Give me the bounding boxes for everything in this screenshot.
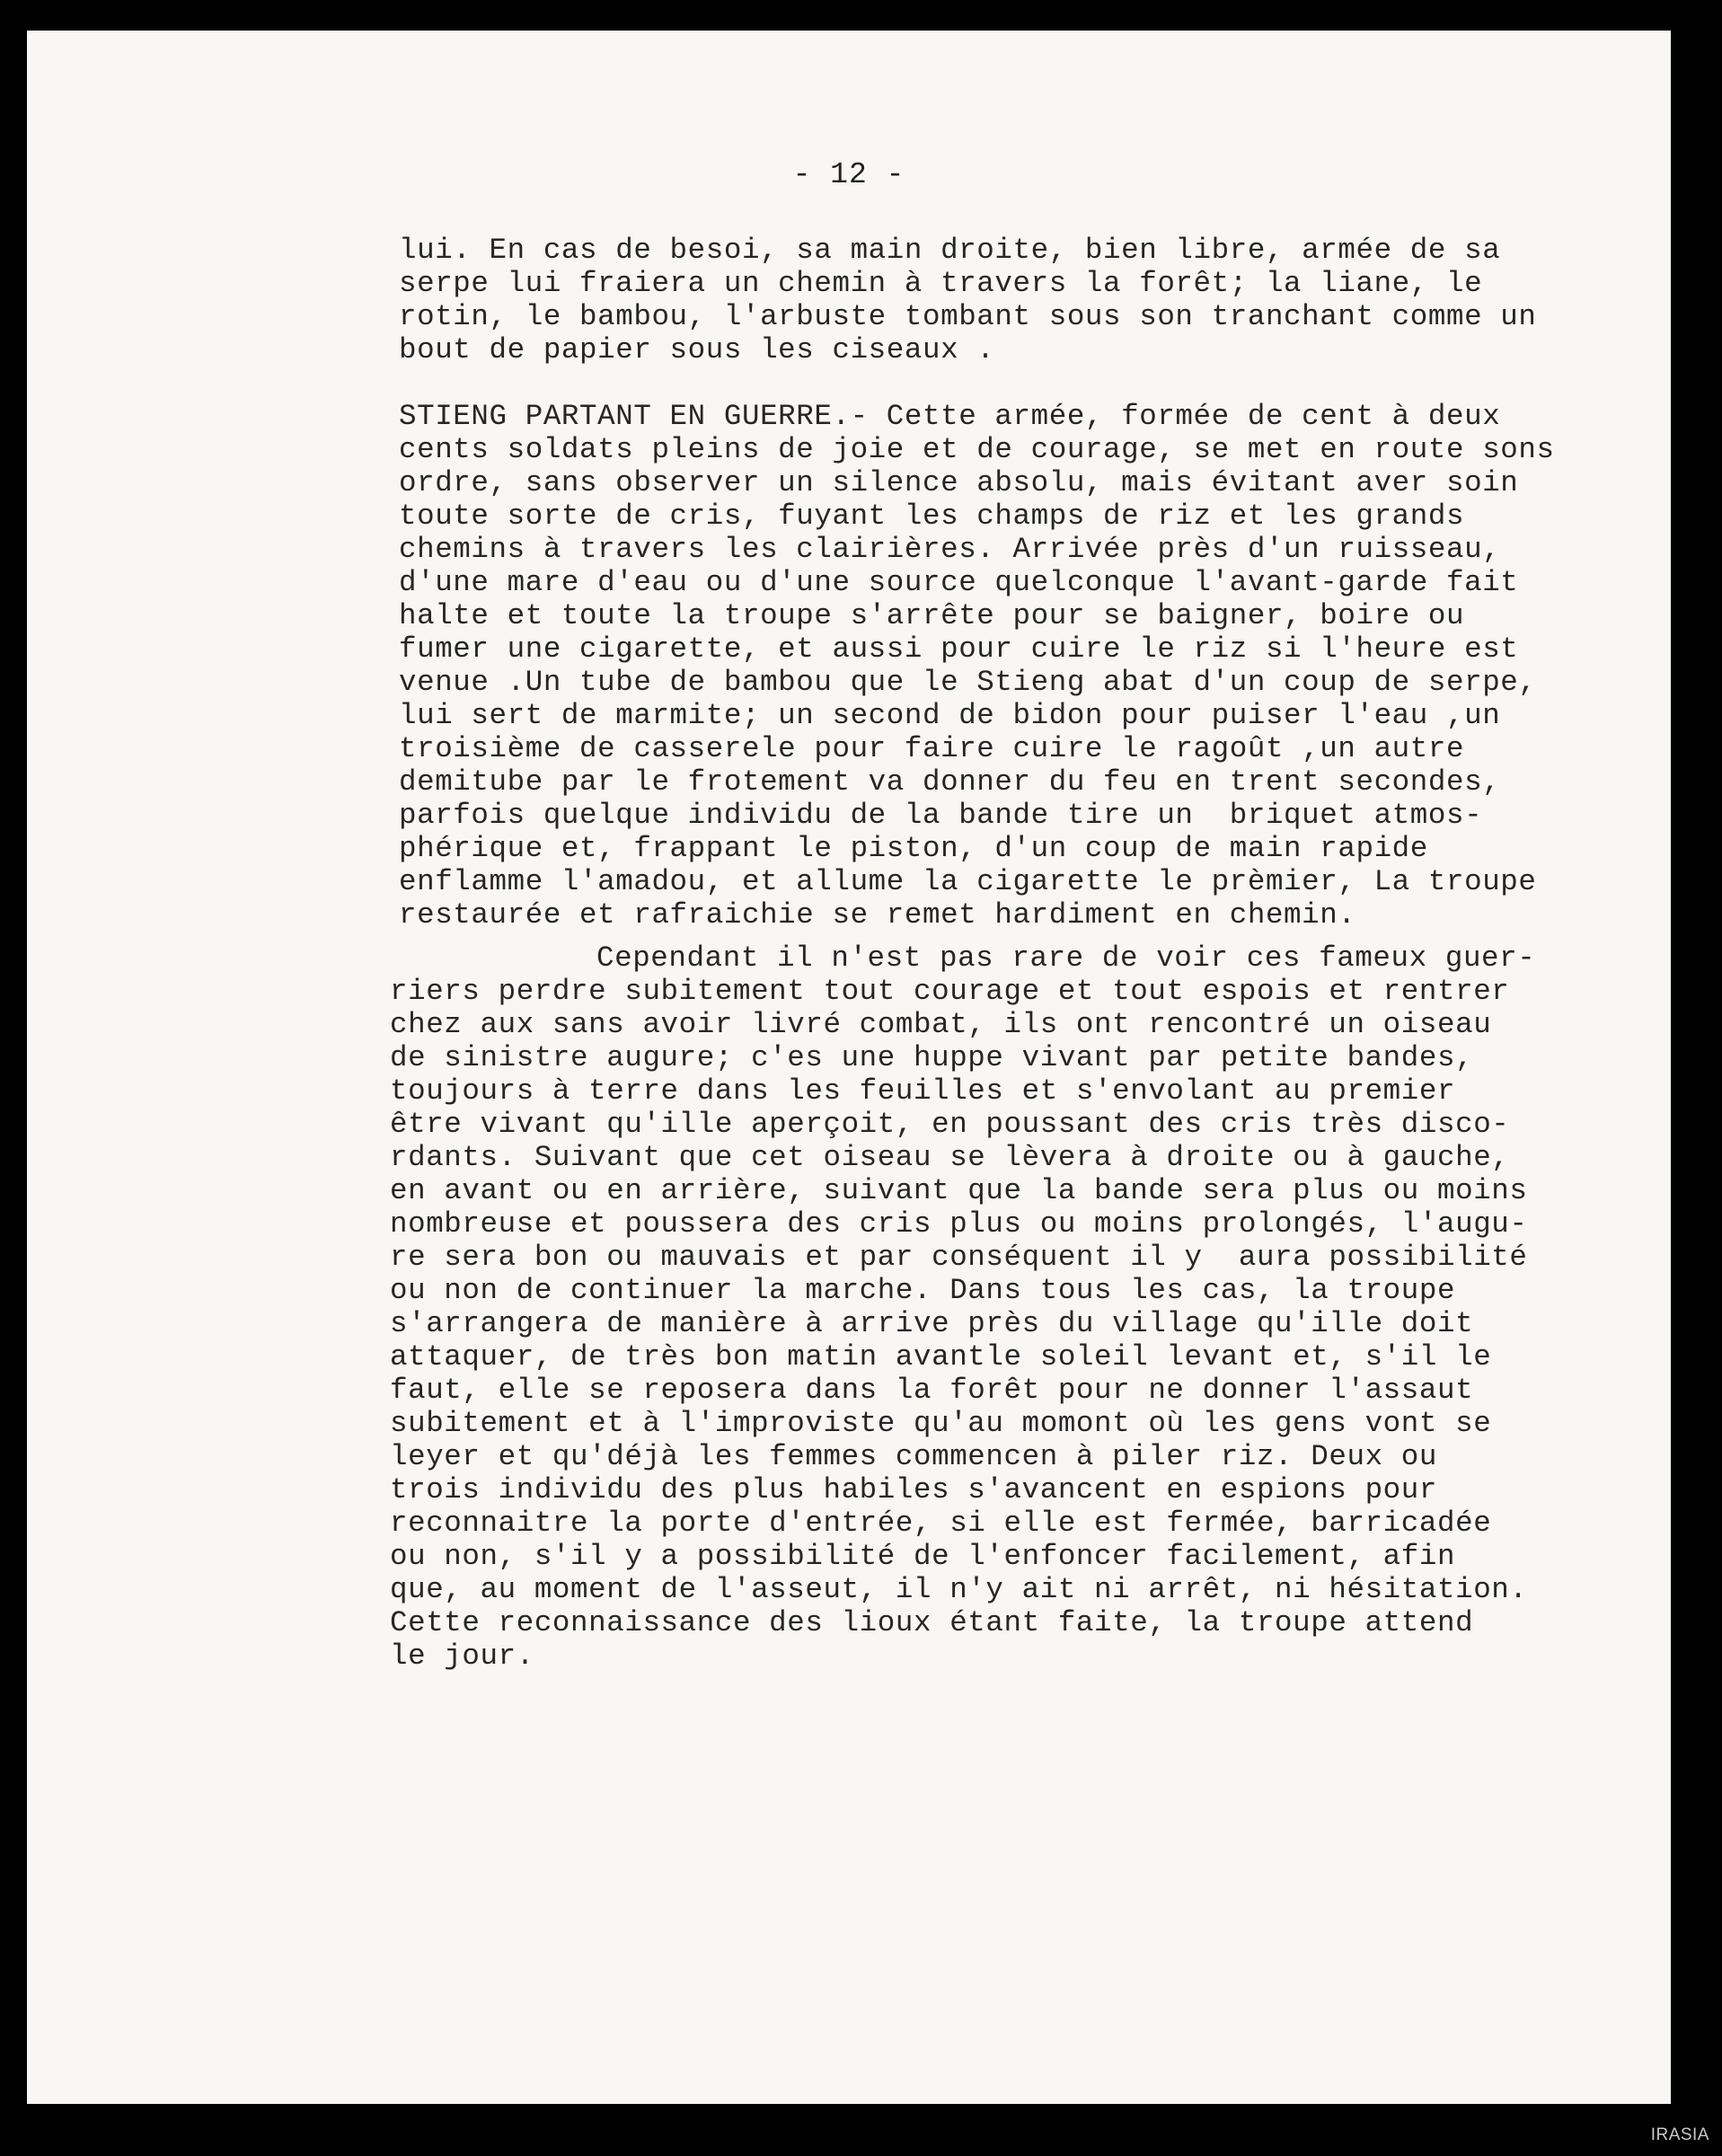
text-line: en avant ou en arrière, suivant que la bande sera plus ou moins (390, 1174, 1528, 1207)
text-line: nombreuse et poussera des cris plus ou moins prolongés, l'augu- (390, 1207, 1528, 1241)
text-line: demitube par le frotement va donner du feu en trent secondes, (399, 765, 1501, 799)
text-line: leyer et qu'déjà les femmes commencen à piler riz. Deux ou (390, 1440, 1437, 1473)
text-line: chez aux sans avoir livré combat, ils ont rencontré un oiseau (390, 1008, 1492, 1041)
text-line: fumer une cigarette, et aussi pour cuire le riz si l'heure est (399, 632, 1519, 666)
text-line: riers perdre subitement tout courage et tout espois et rentrer (390, 975, 1510, 1008)
watermark: IRASIA (1650, 2125, 1709, 2144)
text-line: de sinistre augure; c'es une huppe vivant par petite bandes, (390, 1041, 1474, 1074)
text-line: phérique et, frappant le piston, d'un coup de main rapide (399, 832, 1428, 865)
text-line: faut, elle se reposera dans la forêt pour ne donner l'assaut (390, 1374, 1474, 1407)
text-line: cents soldats pleins de joie et de courage, se met en route sons (399, 433, 1555, 466)
text-line: attaquer, de très bon matin avantle soleil levant et, s'il le (390, 1340, 1492, 1374)
text-line: bout de papier sous les ciseaux . (399, 333, 995, 367)
text-line: chemins à travers les clairières. Arrivée près d'un ruisseau, (399, 533, 1501, 566)
typewritten-page (27, 31, 1671, 2104)
text-line: halte et toute la troupe s'arrête pour se baigner, boire ou (399, 599, 1465, 632)
text-line: venue .Un tube de bambou que le Stieng abat d'un coup de serpe, (399, 666, 1537, 699)
text-line: ou non de continuer la marche. Dans tous les cas, la troupe (390, 1274, 1456, 1307)
text-line: être vivant qu'ille aperçoit, en poussant des cris très disco- (390, 1108, 1510, 1141)
text-line: Cette reconnaissance des lioux étant faite, la troupe attend (390, 1606, 1474, 1639)
text-line: troisième de casserele pour faire cuire le ragoût ,un autre (399, 732, 1465, 765)
text-line: re sera bon ou mauvais et par conséquent il y aura possibilité (390, 1241, 1528, 1274)
text-line: s'arrangera de manière à arrive près du village qu'ille doit (390, 1307, 1474, 1340)
text-line: rdants. Suivant que cet oiseau se lèvera à droite ou à gauche, (390, 1141, 1510, 1174)
text-line: restaurée et rafraichie se remet hardiment en chemin. (399, 898, 1356, 932)
text-line: lui sert de marmite; un second de bidon pour puiser l'eau ,un (399, 699, 1501, 732)
text-line: Cependant il n'est pas rare de voir ces fameux guer- (596, 941, 1536, 975)
text-line: toujours à terre dans les feuilles et s'envolant au premier (390, 1074, 1456, 1108)
body-text (27, 31, 1671, 2104)
page-number: - 12 - (792, 158, 905, 191)
text-line: le jour. (390, 1639, 534, 1673)
text-line: reconnaitre la porte d'entrée, si elle est fermée, barricadée (390, 1507, 1492, 1540)
text-line: enflamme l'amadou, et allume la cigarette le prèmier, La troupe (399, 865, 1537, 898)
text-line: que, au moment de l'asseut, il n'y ait ni arrêt, ni hésitation. (390, 1573, 1528, 1606)
text-line: lui. En cas de besoi, sa main droite, bien libre, armée de sa (399, 234, 1501, 267)
text-line: ou non, s'il y a possibilité de l'enfoncer facilement, afin (390, 1540, 1456, 1573)
section-heading-line: STIENG PARTANT EN GUERRE.- Cette armée, formée de cent à deux (399, 400, 1501, 433)
text-line: toute sorte de cris, fuyant les champs de riz et les grands (399, 499, 1465, 533)
text-line: rotin, le bambou, l'arbuste tombant sous son tranchant comme un (399, 300, 1537, 333)
text-line: ordre, sans observer un silence absolu, mais évitant aver soin (399, 466, 1519, 499)
text-line: serpe lui fraiera un chemin à travers la forêt; la liane, le (399, 267, 1483, 300)
text-line: subitement et à l'improviste qu'au momont où les gens vont se (390, 1407, 1492, 1440)
text-line: parfois quelque individu de la bande tire un briquet atmos- (399, 799, 1483, 832)
text-line: d'une mare d'eau ou d'une source quelconque l'avant-garde fait (399, 566, 1519, 599)
text-line: trois individu des plus habiles s'avancent en espions pour (390, 1473, 1437, 1507)
